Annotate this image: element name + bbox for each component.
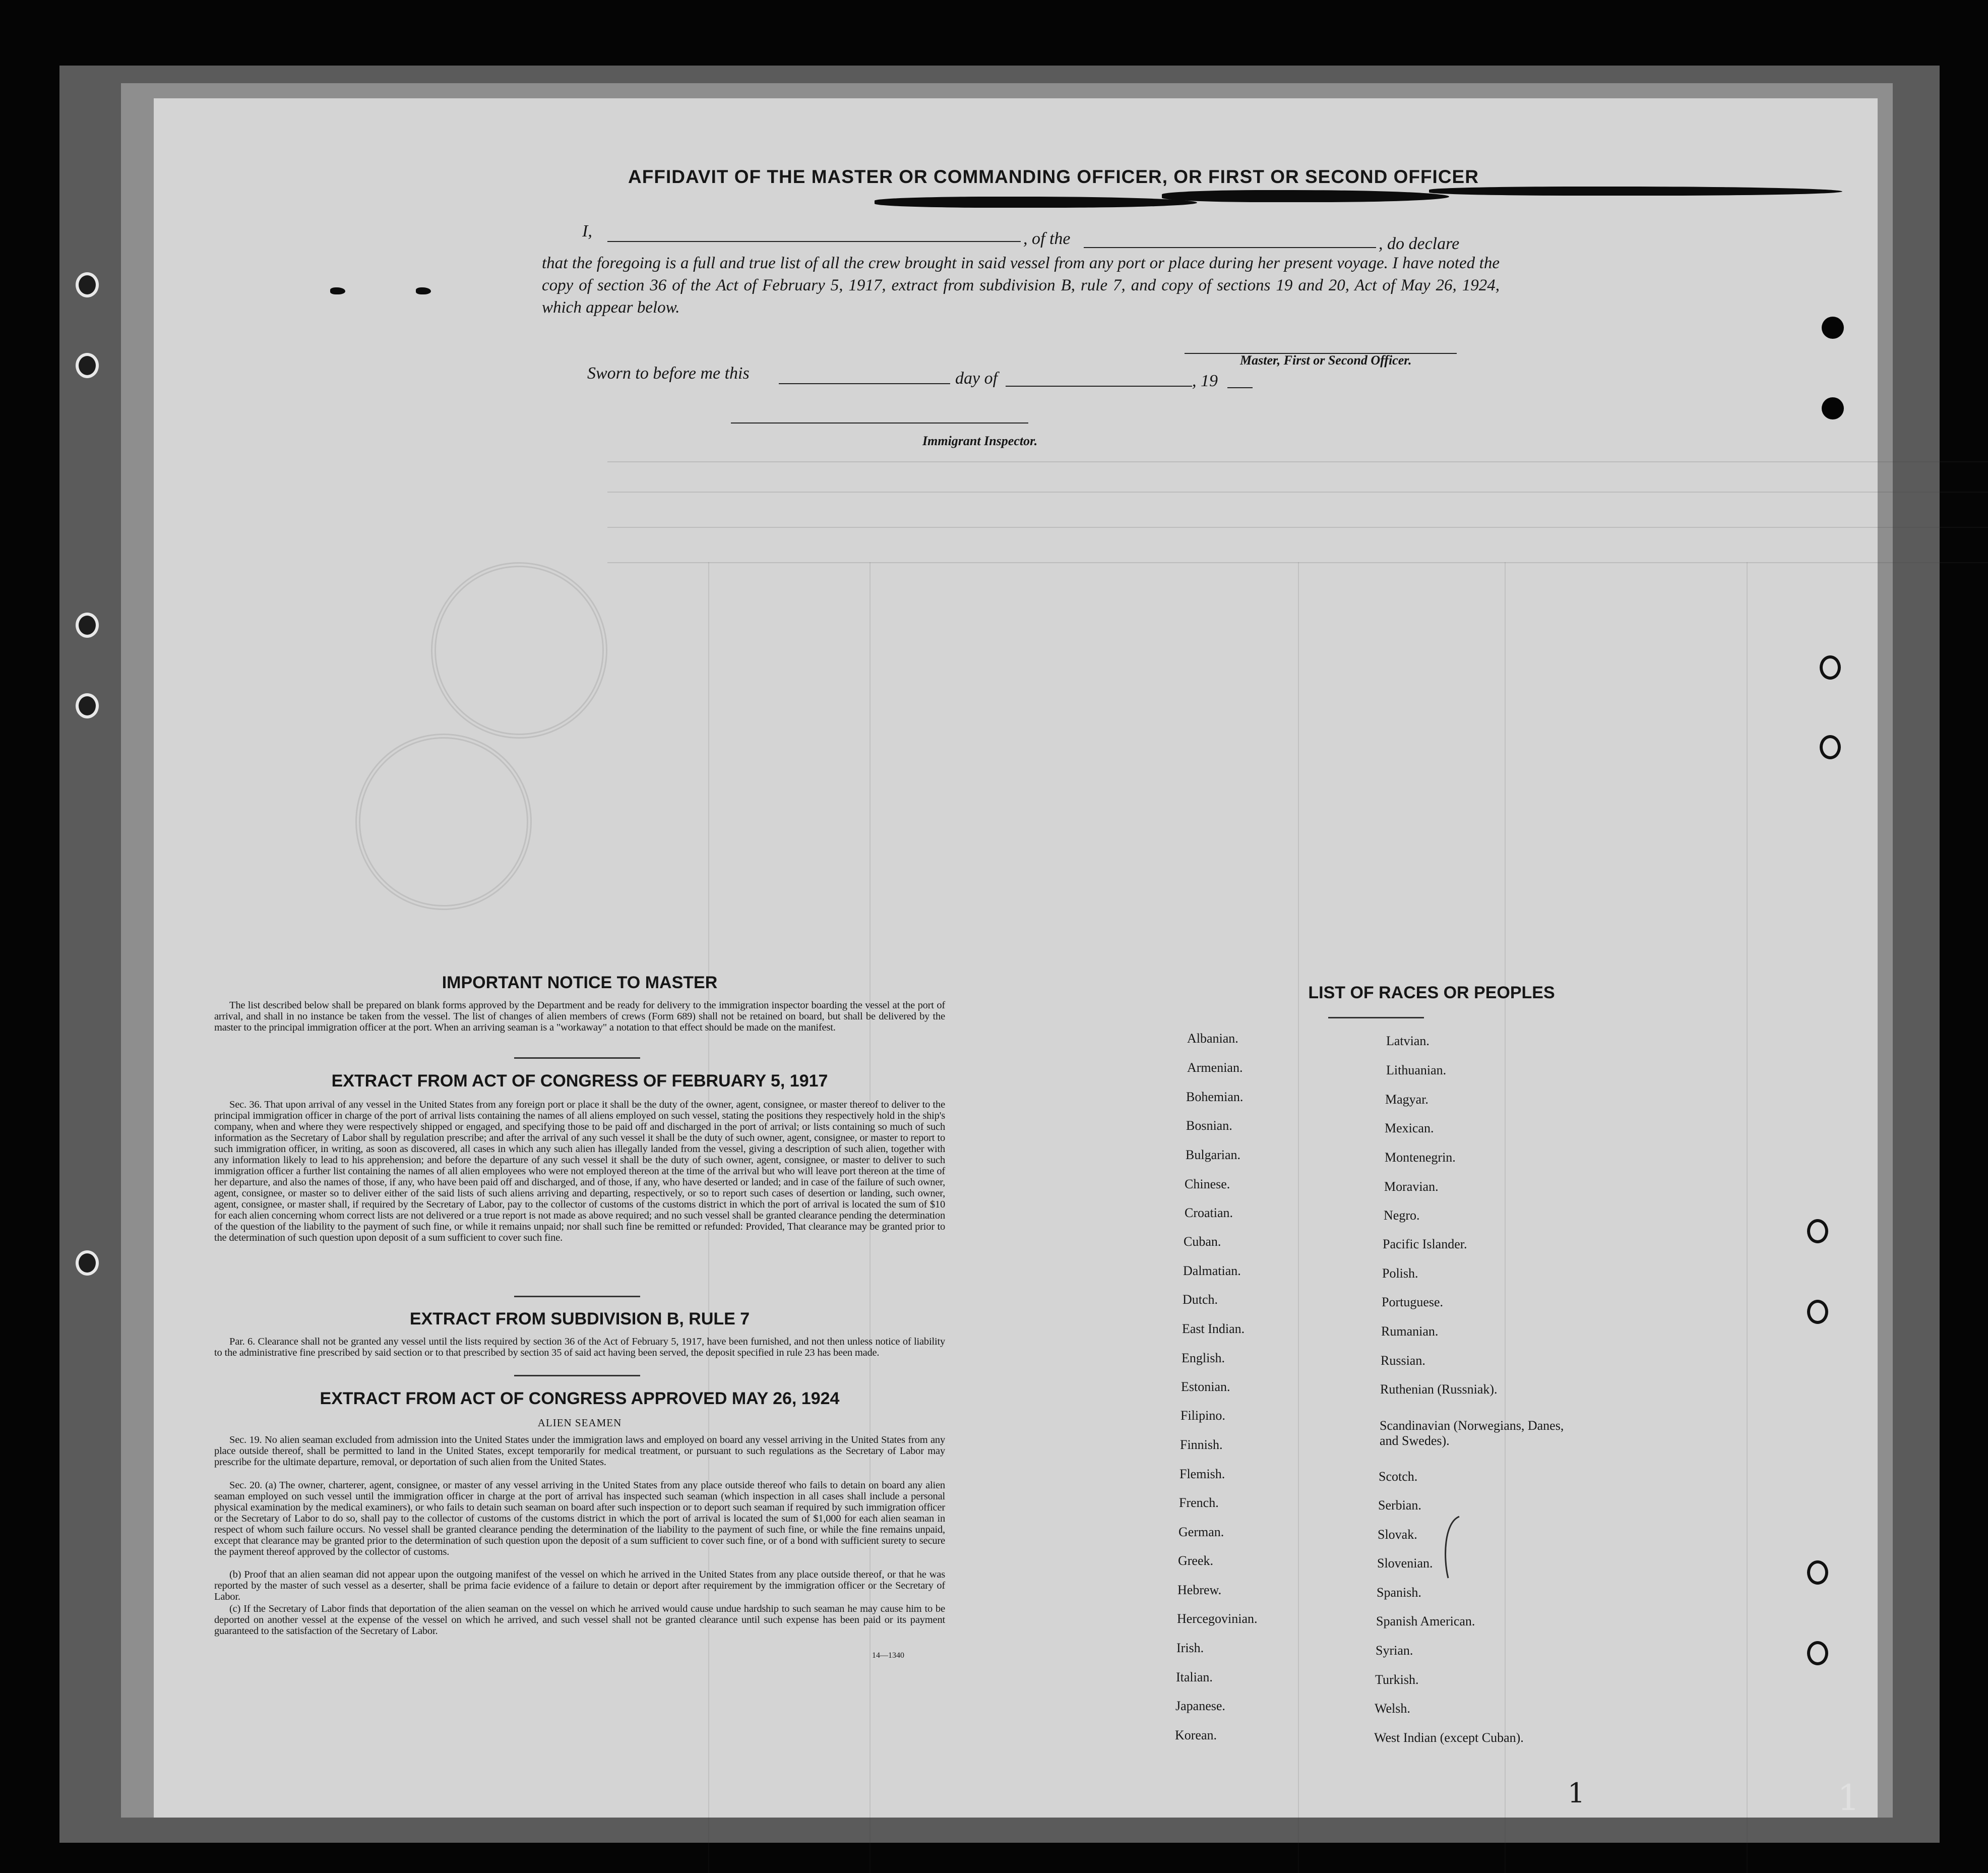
race-item: Bosnian.	[1186, 1118, 1232, 1133]
race-item: Welsh.	[1375, 1701, 1410, 1716]
vessel-blank[interactable]	[1084, 247, 1376, 248]
race-item: Syrian.	[1376, 1643, 1413, 1658]
race-item: English.	[1182, 1351, 1225, 1365]
faint-stamp	[431, 562, 607, 739]
race-item: Dutch.	[1183, 1292, 1218, 1307]
race-item: Polish.	[1382, 1266, 1418, 1281]
race-item: German.	[1178, 1525, 1224, 1539]
sec20c-text: (c) If the Secretary of Labor finds that deportation of the alien seaman on the vessel on which he arrived would cause undue hardship to such seaman he may cause him to be deported on another vessel at the expense of the vessel on which he arrived, and such vessel shall not be granted clearance until such expense has been paid or its payment guaranteed to the satisfaction of the Secretary of Labor.	[214, 1603, 945, 1637]
divider	[514, 1057, 640, 1059]
affidavit-i-label: I,	[582, 222, 592, 240]
race-item: Rumanian.	[1381, 1324, 1439, 1339]
ghost-column	[1747, 562, 1748, 1873]
binder-dot	[1822, 317, 1844, 339]
divider	[1328, 1017, 1424, 1018]
sec19-text: Sec. 19. No alien seaman excluded from admission into the United States under the immigration laws and employed on board any vessel arriving in the United States from any place outside thereof, shall be permitted to land in the United States, except temporarily for medical treatment, or pursuant to such regulations as the Secretary of Labor may prescribe for the ultimate departure, removal, or deportation of such alien from the United States.	[214, 1434, 945, 1468]
race-item: Irish.	[1176, 1641, 1204, 1655]
race-item: Greek.	[1178, 1553, 1214, 1568]
punch-hole	[76, 272, 99, 297]
year-label: , 19	[1192, 372, 1218, 390]
race-item: Negro.	[1384, 1208, 1420, 1223]
ink-smudge	[416, 287, 431, 294]
sworn-day-blank[interactable]	[779, 383, 950, 384]
binder-ring	[1807, 1300, 1828, 1324]
race-item: Chinese.	[1185, 1177, 1230, 1191]
alien-seamen-subtitle: ALIEN SEAMEN	[537, 1417, 622, 1429]
race-item: Lithuanian.	[1386, 1063, 1447, 1077]
form-number: 14—1340	[872, 1651, 904, 1660]
binder-ring	[1820, 735, 1841, 759]
race-item: Magyar.	[1385, 1092, 1428, 1107]
ghost-line	[607, 527, 1988, 528]
master-signature-label: Master, First or Second Officer.	[1240, 353, 1412, 368]
race-item: Filipino.	[1181, 1408, 1225, 1423]
race-item: Moravian.	[1384, 1179, 1439, 1194]
race-item: Italian.	[1176, 1670, 1213, 1684]
ink-smudge	[1162, 190, 1449, 202]
sec20a-text: Sec. 20. (a) The owner, charterer, agent, consignee, or master of any vessel arriving in the United States from any place outside thereof who fails to detain on board any alien seaman employed on such vessel until the immigration officer in charge at the port of arrival has inspected such seaman (which inspection in all cases shall include a personal physical examination by the medical examiners), or who fails to detain such seaman on board after such inspection or to deport such seaman if required by such immigration officer or the Secretary of Labor to do so, shall pay to the collector of customs of the customs district in which the port of arrival is located the sum of $1,000 for each alien seaman in respect of whom such failure occurs. No vessel shall be granted clearance pending the determination of the liability to the payment of such fine, or while the fine remains unpaid, except that clearance may be granted prior to the determination of such question upon the deposit of a sum sufficient to cover such fine, or of a bond with sufficient surety to secure the payment thereof approved by the collector of customs.	[214, 1480, 945, 1557]
binder-ring	[1807, 1219, 1828, 1243]
race-item: Pacific Islander.	[1383, 1237, 1467, 1251]
race-item: Slovenian.	[1377, 1556, 1433, 1570]
race-item: West Indian (except Cuban).	[1374, 1730, 1524, 1745]
race-item: Montenegrin.	[1385, 1150, 1456, 1165]
affidavit-declare-label: , do declare	[1379, 234, 1460, 253]
handwritten-stroke	[1439, 1513, 1469, 1583]
races-title: LIST OF RACES OR PEOPLES	[1308, 983, 1555, 1002]
divider	[514, 1296, 640, 1297]
ghost-column	[1298, 562, 1299, 1873]
race-item: Hercegovinian.	[1177, 1611, 1258, 1626]
binder-dot	[1822, 397, 1844, 419]
notice-text: The list described below shall be prepared on blank forms approved by the Department and be ready for delivery to the immigration inspector boarding the vessel at the port of arrival, and shall in no instance be taken from the vessel. The list of changes of alien members of crews (Form 689) shall not be retained on board, but shall be delivered by the master to the principal immigration officer at the port. When an arriving seaman is a "workaway" a notation to that effect should be made on the manifest.	[214, 1000, 945, 1033]
race-item: Bulgarian.	[1186, 1147, 1241, 1162]
punch-hole	[76, 1250, 99, 1276]
race-item: Latvian.	[1386, 1034, 1430, 1048]
punch-hole	[76, 613, 99, 638]
race-item: Flemish.	[1179, 1467, 1225, 1481]
punch-hole	[76, 693, 99, 718]
race-item: Slovak.	[1378, 1527, 1417, 1542]
extract-1917-title: EXTRACT FROM ACT OF CONGRESS OF FEBRUARY 5, 1917	[331, 1071, 828, 1091]
race-item: Hebrew.	[1177, 1583, 1222, 1597]
race-item: East Indian.	[1182, 1321, 1245, 1336]
binder-ring	[1807, 1560, 1828, 1585]
handwritten-mark: 1	[1568, 1777, 1585, 1809]
race-item: Russian.	[1381, 1353, 1425, 1368]
sworn-year-blank[interactable]	[1227, 387, 1253, 388]
race-item: Albanian.	[1187, 1031, 1238, 1046]
race-item: Japanese.	[1175, 1699, 1225, 1713]
sworn-label: Sworn to before me this	[587, 364, 750, 383]
ghost-line	[607, 461, 1988, 462]
race-item: Portuguese.	[1382, 1295, 1444, 1309]
race-item: Spanish.	[1377, 1585, 1421, 1600]
race-item: Armenian.	[1187, 1060, 1243, 1075]
race-item: Scotch.	[1379, 1469, 1418, 1484]
race-item: Spanish American.	[1376, 1614, 1475, 1628]
inspector-signature-line[interactable]	[731, 422, 1028, 424]
affidavit-title: AFFIDAVIT OF THE MASTER OR COMMANDING OFFICER, OR FIRST OR SECOND OFFICER	[628, 166, 1479, 187]
notice-title: IMPORTANT NOTICE TO MASTER	[442, 973, 718, 992]
binder-ring	[1820, 655, 1841, 680]
ink-smudge	[875, 197, 1197, 208]
race-item: Finnish.	[1180, 1437, 1223, 1452]
sec20b-text: (b) Proof that an alien seaman did not appear upon the outgoing manifest of the vessel on which he arrived in the United States from any place outside thereof, or that he was reported by the master of such vessel as a deserter, shall be prima facie evidence of a failure to detain or deport after requirement by the immigration officer or the Secretary of Labor.	[214, 1569, 945, 1602]
race-item: Ruthenian (Russniak).	[1380, 1382, 1498, 1397]
ghost-column	[1505, 562, 1506, 1873]
handwritten-page-mark: 1	[1837, 1777, 1860, 1819]
divider	[514, 1375, 640, 1376]
race-item: Mexican.	[1385, 1121, 1434, 1135]
name-blank[interactable]	[607, 241, 1021, 242]
race-item: Cuban.	[1184, 1234, 1221, 1249]
affidavit-of-the-label: , of the	[1023, 229, 1071, 248]
race-item: Dalmatian.	[1183, 1263, 1241, 1278]
race-item: French.	[1179, 1495, 1219, 1510]
binder-ring	[1807, 1641, 1828, 1665]
race-item: Serbian.	[1378, 1498, 1421, 1513]
punch-hole	[76, 353, 99, 378]
faint-stamp	[355, 734, 532, 910]
race-item: Korean.	[1175, 1728, 1217, 1742]
race-item: Turkish.	[1375, 1672, 1419, 1687]
ghost-line	[607, 492, 1988, 493]
ink-smudge	[330, 287, 345, 294]
inspector-label: Immigrant Inspector.	[922, 434, 1038, 448]
rule7-title: EXTRACT FROM SUBDIVISION B, RULE 7	[409, 1309, 750, 1328]
race-item: Croatian.	[1185, 1205, 1233, 1220]
day-of-label: day of	[955, 369, 998, 388]
manifest-page	[154, 98, 1878, 1818]
affidavit-body: that the foregoing is a full and true list of all the crew brought in said vessel from any port or place during her present voyage. I have noted the copy of section 36 of the Act of February 5, 1917, extract from subdivision B, rule 7, and copy of sections 19 and 20, Act of May 26, 1924, which appear below.	[542, 254, 1500, 317]
rule7-text: Par. 6. Clearance shall not be granted any vessel until the lists required by section 36 of the Act of February 5, 1917, have been furnished, and not then unless notice of liability to the administrative fine prescribed by said section or to that prescribed by section 35 of said act having been served, the deposit specified in rule 23 has been made.	[214, 1336, 945, 1358]
race-item: Scandinavian (Norwegians, Danes, and Swedes).	[1380, 1418, 1564, 1448]
extract-1924-title: EXTRACT FROM ACT OF CONGRESS APPROVED MAY 26, 1924	[320, 1389, 840, 1408]
race-item: Bohemian.	[1186, 1090, 1244, 1104]
ink-smudge	[1429, 187, 1842, 196]
sworn-month-blank[interactable]	[1006, 386, 1192, 387]
race-item: Estonian.	[1181, 1379, 1230, 1394]
extract-1917-text: Sec. 36. That upon arrival of any vessel in the United States from any foreign port or place it shall be the duty of the owner, agent, consignee, or master thereof to deliver to the principal immigration officer in charge of the port of arrival lists containing the names of all aliens employed on such vessel, stating the positions they respectively hold in the ship's company, when and where they were respectively shipped or engaged, and specifying those to be paid off and discharged in the port of arrival; or lists containing so much of such information as the Secretary of Labor shall by regulation prescribe; and after the arrival of any such vessel it shall be the duty of such owner, agent, consignee, or master to report to such immigration officer, in writing, as soon as discovered, all cases in which any such alien has illegally landed from the vessel, giving a description of such alien, together with any information likely to lead to his apprehension; and before the departure of any such vessel it shall be the duty of such owner, agent, consignee, or master to deliver to such immigration officer a further list containing the names of all alien employees who were not employed thereon at the time of the arrival but who will leave port thereon at the time of her departure, and also the names of those, if any, who have been paid off and discharged, and of those, if any, who have deserted or landed; and in case of the failure of such owner, agent, consignee, or master so to deliver either of the said lists of such aliens arriving and departing, respectively, or so to report such cases of desertion or landing, such owner, agent, consignee, or master shall, if required by the Secretary of Labor, pay to the collector of customs of the customs district in which the port of arrival is located the sum of $10 for each alien concerning whom correct lists are not delivered or a true report is not made as above required; and no such vessel shall be granted clearance pending the determination of the question of the liability to the payment of such fine, or while it remains unpaid; nor shall such fine be remitted or refunded: Provided, That clearance may be granted prior to the determination of such question upon deposit of a sum sufficient to cover such fine.	[214, 1099, 945, 1243]
